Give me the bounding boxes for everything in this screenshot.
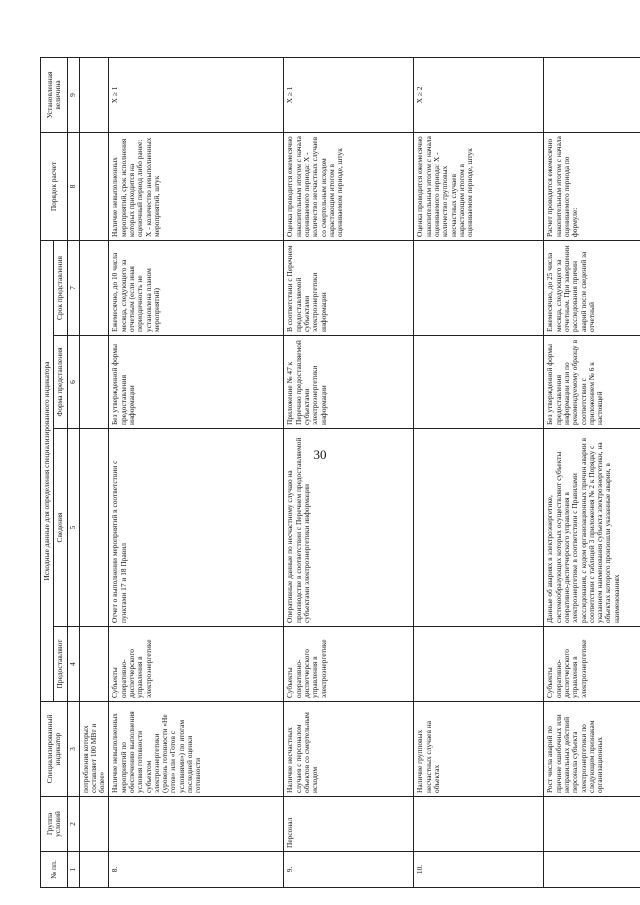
cell-info: Оперативные данные по несчастному случаю на производстве в соответствии с Перечнем предоставляемой субъектами электроэнергетики информации — [284, 429, 414, 627]
cell-indicator: Наличие групповых несчастных случаев на объектах — [414, 702, 544, 797]
cell-form — [79, 336, 109, 429]
cell-deadline: В соответствии с Перечнем предоставляемой субъектами электроэнергетики информации — [284, 240, 414, 335]
header-indicator: Специализированный индикатор — [41, 702, 68, 797]
header-threshold: Установленная величина — [41, 57, 68, 132]
header-group: Группа условий — [41, 797, 68, 852]
col-number: 8 — [67, 132, 79, 240]
cell-group — [414, 797, 544, 852]
cell-provider: Субъекты оперативно-диспетчерского управления в электроэнергетике — [544, 627, 640, 702]
cell-info: Данные об авариях в электроэнергетике, системообразующих которых осуществляют субъекты оперативно-диспетчерского управления в электроэнергетике в соответствии с Правилами расследования, с кодом организационных причин аварии в соответствии с таблицей 3 приложения № 2 к Порядку с указанием наименования субъекта электроэнергетики, на объектах которого произошли указанные аварии, в наименованиях — [544, 429, 640, 627]
cell-threshold: X ≥ 2 — [414, 57, 544, 132]
table-row — [109, 57, 284, 887]
table-row — [79, 57, 109, 887]
header-source-data: Исходные данные для определения специализированного индикатора — [41, 240, 54, 701]
cell-provider — [414, 627, 544, 702]
cell-num — [544, 852, 640, 888]
cell-group — [544, 797, 640, 852]
cell-indicator: Наличие несчастных случаев с персоналом объектов со смертельным исходом — [284, 702, 414, 797]
rotated-table-container — [40, 58, 621, 888]
cell-num — [79, 852, 109, 888]
indicator-table — [40, 57, 640, 888]
cell-indicator: Рост числа аварий по причине ошибочных или неправильных действий персонала субъекта электроэнергетики по следующим признакам организационных — [544, 702, 640, 797]
table-row — [284, 57, 414, 887]
col-number: 9 — [67, 57, 79, 132]
cell-deadline — [79, 240, 109, 335]
cell-info — [79, 429, 109, 627]
cell-deadline — [414, 240, 544, 335]
cell-form: Приложение № 47 к Перечню предоставляемой субъектами электроэнергетики информации — [284, 336, 414, 429]
col-number: 3 — [67, 702, 79, 797]
cell-threshold: X ≥ 1 — [284, 57, 414, 132]
col-number: 1 — [67, 852, 79, 888]
header-info: Сведения — [54, 429, 67, 627]
cell-num: 9. — [284, 852, 414, 888]
col-number: 2 — [67, 797, 79, 852]
cell-calc: Расчет проводится ежемесячно накопительным итогом с начала оцениваемого периода по формуле: — [544, 132, 640, 240]
cell-group: Персонал — [284, 797, 414, 852]
header-provider: Предоставляют — [54, 627, 67, 702]
cell-provider: Субъекты оперативно-диспетчерского управления в электроэнергетике — [284, 627, 414, 702]
cell-threshold — [544, 57, 640, 132]
cell-group — [109, 797, 284, 852]
cell-deadline: Ежемесячно, до 10 числа месяца, следующего за отчетным (если иная периодичность не установлена планом мероприятий) — [109, 240, 284, 335]
column-number-row — [67, 57, 79, 887]
cell-provider — [79, 627, 109, 702]
header-num: № пп. — [41, 852, 68, 888]
col-number: 7 — [67, 240, 79, 335]
cell-threshold — [79, 57, 109, 132]
page-number: 30 — [313, 447, 327, 462]
cell-indicator: потребления которых составляет 100 МВт и более» — [79, 702, 109, 797]
cell-threshold: X ≥ 1 — [109, 57, 284, 132]
cell-calc: Наличие невыполненных мероприятий, срок исполнения которых приходится на оценочный период либо ранее: X - количество невыполненных мероприятий, штук — [109, 132, 284, 240]
table-row — [544, 57, 640, 887]
cell-provider: Субъекты оперативно-диспетчерского управления в электроэнергетике — [109, 627, 284, 702]
cell-calc: Оценка проводится ежемесячно накопительным итогом с начала оцениваемого периода: X - количество групповых несчастных случаев нарастающим итогом в оцениваемом периоде, штук — [414, 132, 544, 240]
col-number: 4 — [67, 627, 79, 702]
col-number: 6 — [67, 336, 79, 429]
cell-num: 8. — [109, 852, 284, 888]
table-row — [414, 57, 544, 887]
cell-calc — [79, 132, 109, 240]
cell-form — [414, 336, 544, 429]
header-calc: Порядок расчет — [41, 132, 68, 240]
cell-form: Без утвержденной формы предоставления информации — [109, 336, 284, 429]
cell-num: 10. — [414, 852, 544, 888]
cell-info: Отчет о выполнении мероприятий в соответствии с пунктами 17 и 18 Правил — [109, 429, 284, 627]
cell-info — [414, 429, 544, 627]
header-form: Форма представления — [54, 336, 67, 429]
cell-form: Без утвержденной формы предоставления информации или по рекомендуемому образцу в соответствии с приложением № 6 к настоящей — [544, 336, 640, 429]
cell-indicator: Наличие невыполненных мероприятий по обеспечению выполнения условия готовности субъектом электроэнергетики (уровень готовности «Не готов» или «Готов с условиями») по итогам последней оценки готовности — [109, 702, 284, 797]
cell-deadline: Ежемесячно, до 25 числа месяца, следующего за отчетным. При завершении расследования причин аварий после сведений за отчетный — [544, 240, 640, 335]
header-deadline: Срок представления — [54, 240, 67, 335]
col-number: 5 — [67, 429, 79, 627]
cell-calc: Оценка проводится ежемесячно накопительным итогом с начала оцениваемого периода: X - количество несчастных случаев со смертельным исходом нарастающим итогом в оцениваемом периоде, штук — [284, 132, 414, 240]
cell-group — [79, 797, 109, 852]
